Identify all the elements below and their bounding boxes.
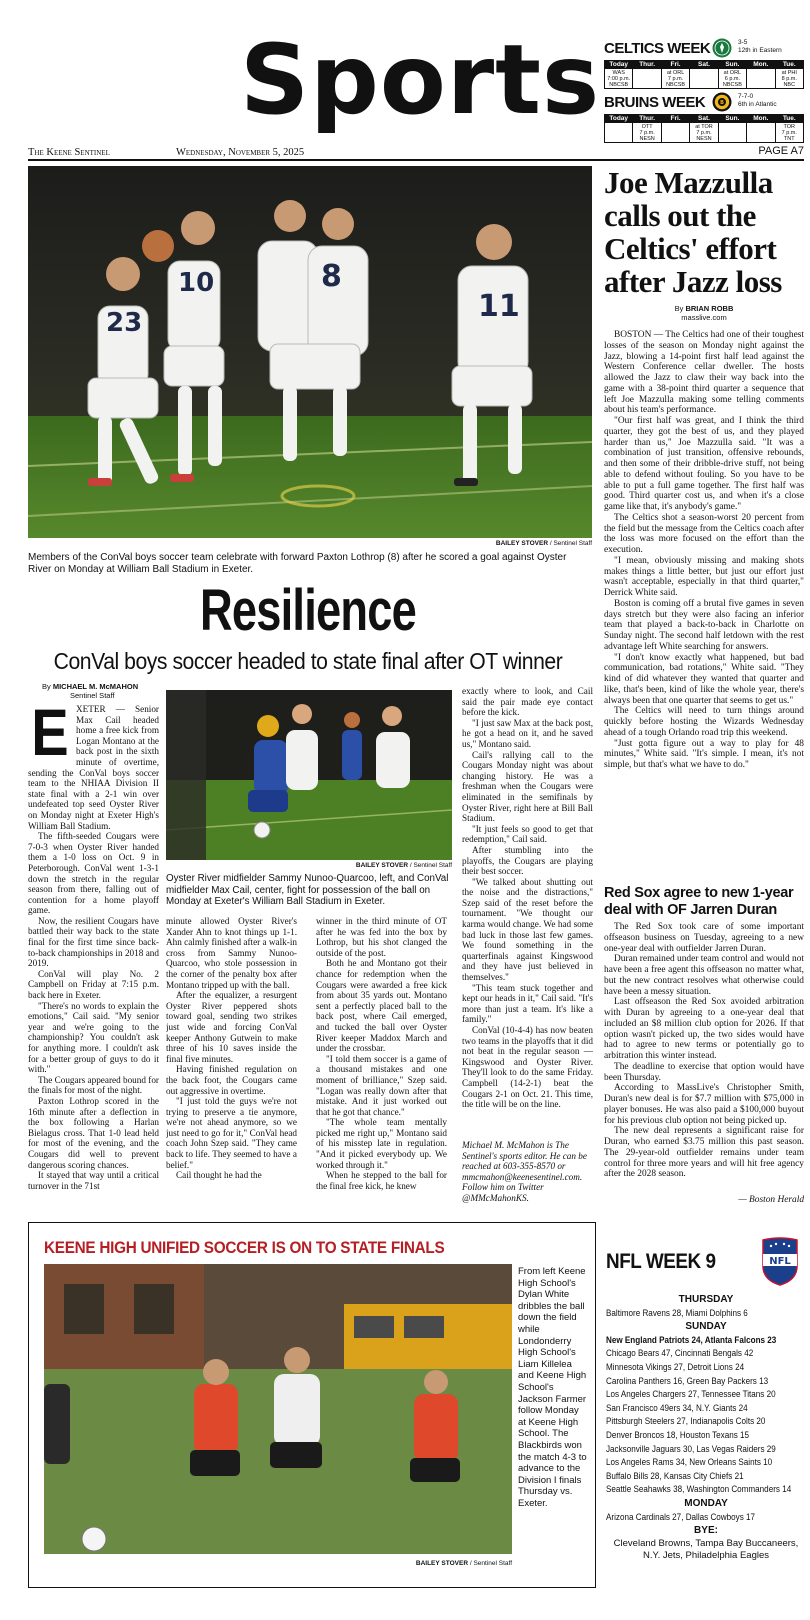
nfl-day-label: SUNDAY bbox=[685, 1321, 727, 1333]
day-header: Fri. bbox=[661, 61, 689, 69]
main-photo-caption: Members of the ConVal boys soccer team celebrate with forward Paxton Lothrop (8) after he scored a goal against Oyster River on Monday at William Ball Stadium in Exeter. bbox=[28, 552, 567, 575]
game-cell bbox=[633, 69, 661, 89]
resilience-column-1: E XETER — Senior Max Cail headed home a free kick from Logan Montano at the back post in the sixth minute of overtime, sending the ConVal boys soccer team to the NHIAA Division II state final with a 2-1 win over undefeated top seed Oyster River on Monday night at Exeter High's William Ball Stadium. The fifth-seeded Cougars were 7-0-3 when Oyster River handed them a 1-0 loss on Oct. 9 in Peterborough. ConVal went 1-3-1 down the stretch in the regular season from there, falling out of contention for a home playoff game. Now, the resilient Cougars have battled their way back to the state final for the first time since back-to-back championships in 2018 and 2019. ConVal will play No. 2 Campbell on Friday at 7:15 p.m. back here in Exeter. "There's no words to explain the emotions," Cail said. "My senior year and we're going to the championship? You couldn't ask for anything more. I couldn't ask for a better group of guys to do it with." The Cougars appeared bound for the finals for most of the night. Paxton Lothrop scored in the 16th minute after a deflection in the box following a Harlan Bielagus cross. That 1-0 lead held for most of the evening, and the Cougars did well to prevent dangerous scoring chances. It stayed that way until a critical turnover in the 71st bbox=[28, 704, 159, 1191]
nfl-score-row: Carolina Panthers 16, Green Bay Packers 13 bbox=[606, 1375, 769, 1386]
page-number: PAGE A7 bbox=[758, 145, 804, 157]
section-title: Sports bbox=[240, 24, 601, 136]
game-cell bbox=[747, 123, 775, 143]
svg-text:10: 10 bbox=[178, 268, 215, 298]
day-header: Thur. bbox=[633, 61, 661, 69]
unified-caption: From left Keene High School's Dylan White dribbles the ball down the field while Londonderry High School's Liam Killelea and Keene High School's Jackson Farmer follow Monday at Keene High School. The Blackbirds won the match 4-3 to advance to the Division I finals Thursday vs. Exeter. bbox=[518, 1266, 587, 1509]
redsox-body: The Red Sox took care of some important offseason business on Tuesday, agreeing to a new one-year deal with outfielder Jarren Duran. Duran remained under team control and would not have been a free agent this offseason no matter what, but the new contract resolves what otherwise could have been a messy situation. Last offseason the Red Sox avoided arbitration with Duran by agreeing to a one-year deal that included an $8 million club option for 2026. If that option wasn't picked up, the two sides would have had to agree to new terms or potentially go to arbitration this winter instead. The deadline to exercise that option would have been Thursday. According to MassLive's Christopher Smith, Duran's new deal is for $7.7 million with $75,000 in player bonuses. He was also paid a $100,000 buyout for his previous club option not being picked up. The new deal represents a significant raise for Duran, who earned $3.75 million this past season. The 29-year-old outfielder remains under team control for three more years and will hit free agency after the 2028 season. bbox=[604, 922, 804, 1180]
day-header: Sat. bbox=[690, 61, 718, 69]
resilience-column-2: minute allowed Oyster River's Xander Ahn to knot things up 1-1. Ahn calmly finished after a walk-in cross from Sammy Nunoo-Quarcoo, who stole possession in the corner of the penalty box after Montano tripped up with the ball. After the equalizer, a resurgent Oyster River peppered shots toward goal, sending two strikes just wide and forcing ConVal keeper Anthony Gutwein to make three of his 10 saves inside the final five minutes. Having finished regulation on the back foot, the Cougars came out aggressive in overtime. "I just told the guys we're not trying to preserve a tie anymore, we're not ahead anymore, so we just need to go for it," ConVal head coach John Szep said. "They came back to life. They seemed to have a belief." Cail thought he had the bbox=[166, 916, 297, 1181]
celtics-logo-icon bbox=[712, 38, 732, 58]
day-header: Today bbox=[605, 61, 633, 69]
nfl-score-row: New England Patriots 24, Atlanta Falcons 23 bbox=[606, 1334, 777, 1345]
nfl-day-label: THURSDAY bbox=[678, 1294, 734, 1305]
game-cell: TOR 7 p.m. TNT bbox=[775, 123, 803, 143]
day-header: Today bbox=[605, 115, 633, 123]
day-header: Sun. bbox=[718, 61, 746, 69]
game-cell bbox=[747, 69, 775, 89]
dateline bbox=[28, 147, 804, 161]
unified-photo bbox=[44, 1264, 512, 1554]
svg-text:B: B bbox=[720, 100, 724, 106]
nfl-score-row: Pittsburgh Steelers 27, Indianapolis Colts 20 bbox=[606, 1416, 766, 1427]
paper-name: The Keene Sentinel bbox=[28, 147, 110, 158]
nfl-bye-teams: Cleveland Browns, Tampa Bay Buccaneers, N.Y. Jets, Philadelphia Eagles bbox=[613, 1537, 799, 1561]
main-photo-credit: BAILEY STOVER / Sentinel Staff bbox=[495, 540, 592, 547]
celtics-week-title: CELTICS WEEK bbox=[604, 40, 711, 57]
nfl-score-row: Seattle Seahawks 38, Washington Commanders 14 bbox=[606, 1484, 792, 1495]
main-photo-celebration bbox=[28, 166, 592, 538]
resilience-headline: Resilience bbox=[199, 578, 417, 643]
inset-photo-credit: BAILEY STOVER / Sentinel Staff bbox=[355, 862, 452, 869]
nfl-score-row: Los Angeles Chargers 27, Tennessee Titans 20 bbox=[606, 1389, 776, 1400]
nfl-score-row: Los Angeles Rams 34, New Orleans Saints 10 bbox=[606, 1457, 773, 1468]
nfl-scores bbox=[606, 1293, 806, 1562]
nfl-score-row: Minnesota Vikings 27, Detroit Lions 24 bbox=[606, 1361, 745, 1372]
day-header: Sat. bbox=[690, 115, 718, 123]
nfl-headline: NFL WEEK 9 bbox=[606, 1250, 716, 1273]
resilience-tagline: Michael M. McMahon is The Sentinel's sports editor. He can be reached at 603-355-8570 or mmcmahon@keenesentinel.com. Follow him on Twitter @MMcMahonKS. bbox=[462, 1140, 587, 1203]
day-header: Mon. bbox=[747, 61, 775, 69]
mazzulla-headline: Joe Mazzulla calls out the Celtics' effort after Jazz loss bbox=[604, 165, 782, 299]
nfl-bye-label: BYE: bbox=[694, 1525, 718, 1537]
day-header: Tue. bbox=[775, 61, 803, 69]
game-cell: OTT 7 p.m. NESN bbox=[633, 123, 661, 143]
day-header: Tue. bbox=[775, 115, 803, 123]
resilience-subhead: ConVal boys soccer headed to state final after OT winner bbox=[53, 648, 563, 674]
unified-headline: KEENE HIGH UNIFIED SOCCER IS ON TO STATE FINALS bbox=[44, 1238, 445, 1257]
bruins-record: 7-7-0 bbox=[738, 93, 754, 100]
bruins-week-box bbox=[604, 92, 804, 143]
nfl-score-row: Jacksonville Jaguars 30, Las Vegas Raiders 29 bbox=[606, 1443, 776, 1454]
nfl-score-row: Chicago Bears 47, Cincinnati Bengals 42 bbox=[606, 1348, 754, 1359]
day-header: Fri. bbox=[661, 115, 689, 123]
inset-photo-midfield bbox=[166, 690, 452, 860]
issue-date: Wednesday, November 5, 2025 bbox=[176, 147, 305, 158]
inset-photo-caption: Oyster River midfielder Sammy Nunoo-Quarcoo, left, and ConVal midfielder Max Cail, center, fight for possession of the ball on Monday at Exeter's William Ball Stadium in Exeter. bbox=[166, 873, 449, 908]
svg-text:23: 23 bbox=[106, 308, 143, 338]
bruins-schedule-table bbox=[604, 114, 804, 143]
nfl-day-label: MONDAY bbox=[684, 1497, 728, 1509]
day-header: Sun. bbox=[718, 115, 746, 123]
game-cell: at PHI 8 p.m. NBC bbox=[775, 69, 803, 89]
nfl-score-row: Denver Broncos 18, Houston Texans 15 bbox=[606, 1429, 750, 1440]
game-cell bbox=[718, 123, 746, 143]
game-cell: at ORL 7 p.m. NBCSB bbox=[661, 69, 689, 89]
resilience-byline: By MICHAEL M. McMAHON Sentinel Staff bbox=[42, 682, 139, 700]
nfl-shield-icon bbox=[760, 1236, 800, 1286]
game-cell: at ORL 6 p.m. NBCSB bbox=[718, 69, 746, 89]
redsox-source: — Boston Herald bbox=[738, 1195, 804, 1205]
celtics-standing: 12th in Eastern bbox=[738, 47, 782, 54]
game-cell bbox=[690, 69, 718, 89]
day-header: Mon. bbox=[747, 115, 775, 123]
svg-text:NFL: NFL bbox=[769, 1256, 791, 1267]
redsox-headline: Red Sox agree to new 1-year deal with OF Jarren Duran bbox=[604, 885, 794, 918]
mazzulla-body: BOSTON — The Celtics had one of their toughest losses of the season on Monday night against the Jazz, blowing a 14-point first half lead against the Western Conference cellar dweller. The hosts allowed the Jazz to claw their way back into the game with a 38-point third quarter a sequence that left Joe Mazzulla making some telling comments about his team's performance. "Our first half was great, and I think the third quarter, they got the best of us, and they played harder than us," Joe Mazzulla said. "It was a combination of just transition, offensive rebounds, and then some of their dribble-drive stuff, not being able to defend without fouling. So you have to be able to put a full game together. The first half was good. Third quarter cost us, and when it's a close game like that, it's anybody's game." The Celtics shot a season-worst 20 percent from the field but the message from the Celtics coach after the loss was more focused on the effort than the execution. "I mean, obviously missing and making shots makes things a little better, but just our effort just wasn't acceptable, especially in that third quarter," Derrick White said. Boston is coming off a brutal five games in seven days stretch but they were also facing an inferior team that played a back-to-back in Charlotte on Sunday night. The second half letdown with the rest advantage left White searching for answers. "I don't know exactly what happened, but bad communication, bad rotations," White said. "They kind of did whatever they wanted that quarter and like, that's been, kind of like the whole year, there's always been that one quarter that seems to get us." The Celtics will need to turn things around quickly before hosting the Wizards Wednesday ahead of a tough Orlando road trip this weekend. "Just gotta figure out a way to play for 48 minutes," White said. "It's simple. I mean, it's not simple, but that's what we have to do." bbox=[604, 330, 804, 770]
bruins-logo-icon bbox=[712, 92, 732, 112]
nfl-score-row: Arizona Cardinals 27, Dallas Cowboys 17 bbox=[606, 1511, 756, 1522]
resilience-column-4: exactly where to look, and Cail said the pair made eye contact before the kick. "I just saw Max at the back post, he got a head on it, and he saved us," Montano said. Cail's rallying call to the Cougars Monday night was about changing history. He was a freshman when the Cougars were eliminated in the semifinals by Oyster River, right here at Bill Ball Stadium. "It just feels so good to get that redemption," Cail said. After stumbling into the playoffs, the Cougars are playing their best soccer. "We talked about shutting out the noise and the distractions," Szep said of the reset before the tournament. "We thought our karma would change. We had some bad luck in those last few games. We found something in the quarterfinals against Kingswood and they have just believed in themselves." "This team stuck together and kept our heads in it," Cail said. "It's more than just a team. It's like a family." ConVal (10-4-4) has now beaten two teams in the playoffs that it did not beat in the regular season — Kingswood and Oyster River. They'll look to do the same Friday. Campbell (14-2-1) beat the Cougars 2-1 on Oct. 21. This time, the title will be on the line. bbox=[462, 686, 593, 1110]
nfl-score-row: San Francisco 49ers 34, N.Y. Giants 24 bbox=[606, 1402, 748, 1413]
mazzulla-byline: By BRIAN ROBB masslive.com bbox=[674, 304, 734, 322]
day-header: Thur. bbox=[633, 115, 661, 123]
svg-text:11: 11 bbox=[478, 289, 520, 324]
resilience-column-3: winner in the third minute of OT after he was fed into the box by Lothrop, but his shot clanged the outside of the post. Both he and Montano got their chance for redemption when the Cougars were awarded a free kick from about 35 yards out. Montano sent a perfectly placed ball to the back post, where Cail emerged, and tucked the ball over Oyster River keeper Maddox March and under the crossbar. "I told them soccer is a game of a thousand mistakes and one moment of brilliance," Szep said. "Logan was really down after that mistake. And it just worked out that he got that chance." "The whole team mentally picked me right up," Montano said of his misstep late in regulation. "And it picked everybody up. We worked through it." When he stepped to the ball for the final free kick, he knew bbox=[316, 916, 447, 1191]
bruins-standing: 6th in Atlantic bbox=[738, 101, 777, 108]
nfl-score-row: Buffalo Bills 28, Kansas City Chiefs 21 bbox=[606, 1470, 744, 1481]
bruins-week-title: BRUINS WEEK bbox=[604, 94, 706, 111]
unified-photo-credit: BAILEY STOVER / Sentinel Staff bbox=[415, 1560, 512, 1567]
nfl-score-row: Baltimore Ravens 28, Miami Dolphins 6 bbox=[606, 1307, 748, 1318]
celtics-schedule-table bbox=[604, 60, 804, 89]
celtics-week-box bbox=[604, 38, 804, 89]
dropcap: E bbox=[31, 704, 69, 769]
celtics-record: 3-5 bbox=[738, 39, 748, 46]
game-cell: WAS 7:00 p.m. NBCSB bbox=[605, 69, 633, 89]
game-cell bbox=[661, 123, 689, 143]
svg-text:8: 8 bbox=[321, 259, 342, 294]
game-cell: at TOR 7 p.m. NESN bbox=[690, 123, 718, 143]
game-cell bbox=[605, 123, 633, 143]
